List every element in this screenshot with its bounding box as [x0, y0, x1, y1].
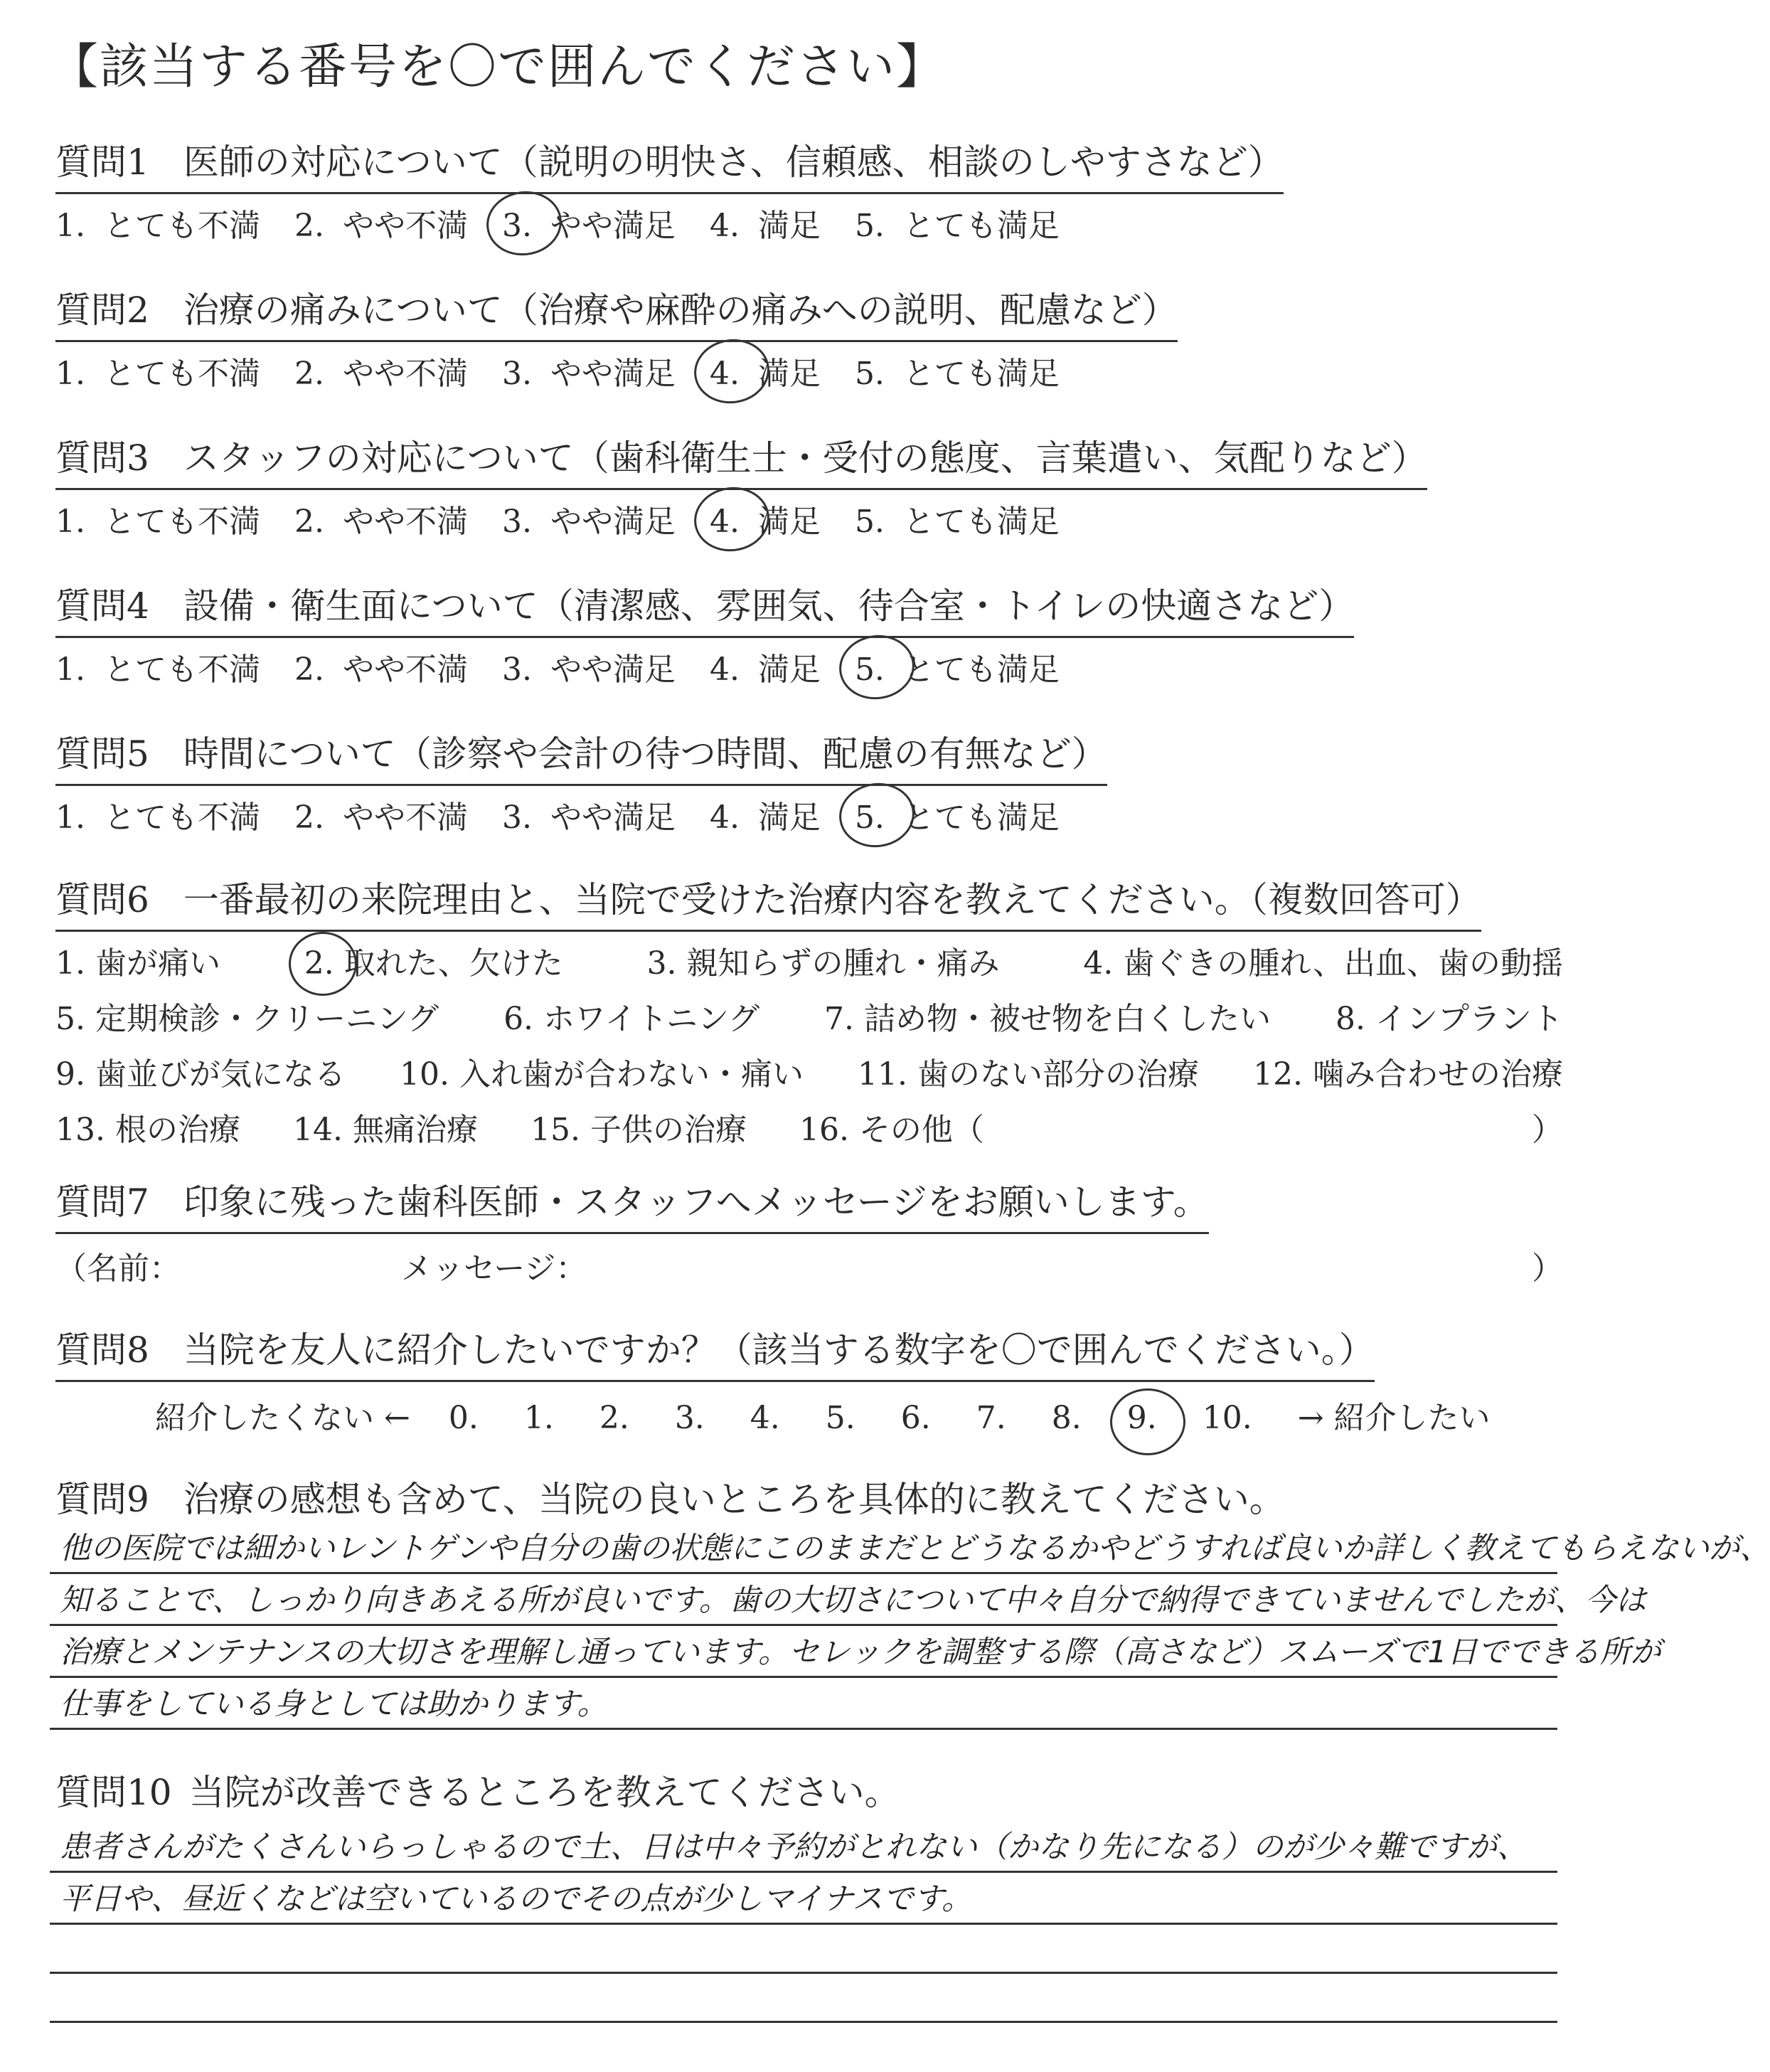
option-1[interactable]: 1. 歯が痛い: [55, 945, 220, 982]
message-label: メッセージ：: [401, 1250, 587, 1287]
page-title: 【該当する番号を〇で囲んでください】: [50, 39, 947, 95]
question-9: [55, 1471, 1549, 1529]
question-1: [55, 134, 1549, 245]
option-5[interactable]: 5. とても満足: [854, 504, 1060, 540]
question-text: 治療の感想も含めて、当院の良いところを具体的に教えてください。: [183, 1479, 1285, 1520]
close-paren: ）: [1532, 1250, 1563, 1287]
option-3[interactable]: 3. やや満足: [501, 652, 676, 688]
handwritten-answer-line[interactable]: 平日や、昼近くなどは空いているのでその点が少しマイナスです。: [50, 1873, 1557, 1925]
question-4: [55, 578, 1549, 689]
blank-answer-line[interactable]: [50, 1974, 1557, 2023]
options-row: [55, 992, 1563, 1047]
question-number: 質問7: [55, 1181, 149, 1223]
scale-9-selected[interactable]: 9.: [1126, 1400, 1157, 1436]
scale-5[interactable]: 5.: [825, 1400, 855, 1436]
question-2: [55, 282, 1549, 393]
option-4[interactable]: 4. 満足: [709, 799, 821, 836]
options-row: [55, 1047, 1563, 1103]
rating-options: [55, 792, 1549, 837]
question-text: 治療の痛みについて（治療や麻酔の痛みへの説明、配慮など）: [183, 289, 1178, 331]
question-text: 印象に残った歯科医師・スタッフへメッセージをお願いします。: [183, 1181, 1209, 1223]
option-10[interactable]: 10. 入れ歯が合わない・痛い: [400, 1056, 804, 1093]
question-5: [55, 726, 1549, 837]
option-15[interactable]: 15. 子供の治療: [530, 1112, 747, 1148]
option-1[interactable]: 1. とても不満: [55, 356, 260, 392]
scale-2[interactable]: 2.: [599, 1400, 629, 1436]
question-number: 質問10: [55, 1772, 172, 1813]
option-8[interactable]: 8. インプラント: [1335, 1001, 1563, 1037]
option-5-selected[interactable]: 5. とても満足: [854, 799, 1060, 836]
option-7[interactable]: 7. 詰め物・被せ物を白くしたい: [824, 1001, 1271, 1037]
scale-7[interactable]: 7.: [976, 1400, 1006, 1436]
option-9[interactable]: 9. 歯並びが気になる: [55, 1056, 346, 1093]
option-13[interactable]: 13. 根の治療: [55, 1112, 240, 1148]
option-5-selected[interactable]: 5. とても満足: [854, 652, 1060, 688]
option-12[interactable]: 12. 噛み合わせの治療: [1253, 1056, 1563, 1093]
rating-options: [55, 644, 1549, 689]
rating-options: [55, 496, 1549, 541]
option-4[interactable]: 4. 歯ぐきの腫れ、出血、歯の動揺: [1083, 945, 1563, 982]
scale-10[interactable]: 10.: [1202, 1400, 1252, 1436]
option-16-other[interactable]: 16. その他（: [799, 1112, 984, 1148]
question-number: 質問2: [55, 289, 149, 331]
rating-options: [55, 200, 1549, 245]
answer-9-lines: [50, 1522, 1770, 1730]
question-7: [55, 1174, 1563, 1288]
scale-4[interactable]: 4.: [750, 1400, 780, 1436]
rating-options: [55, 348, 1549, 393]
options-row: [55, 936, 1563, 992]
recommend-scale: [155, 1392, 1549, 1438]
option-1[interactable]: 1. とても不満: [55, 799, 260, 836]
question-text: 時間について（診察や会計の待つ時間、配慮の有無など）: [183, 733, 1107, 775]
option-5[interactable]: 5. 定期検診・クリーニング: [55, 1001, 439, 1037]
scale-1[interactable]: 1.: [523, 1400, 554, 1436]
options-row: [55, 1103, 1563, 1158]
option-1[interactable]: 1. とても不満: [55, 652, 260, 688]
question-text: 設備・衛生面について（清潔感、雰囲気、待合室・トイレの快適さなど）: [183, 585, 1355, 627]
name-label: （名前：: [55, 1250, 181, 1287]
scale-8[interactable]: 8.: [1051, 1400, 1082, 1436]
scale-0[interactable]: 0.: [448, 1400, 479, 1436]
question-number: 質問6: [55, 879, 149, 920]
option-2[interactable]: 2. やや不満: [294, 652, 468, 688]
option-4[interactable]: 4. 満足: [709, 652, 821, 688]
question-text: スタッフの対応について（歯科衛生士・受付の態度、言葉遣い、気配りなど）: [183, 437, 1427, 479]
question-8: [55, 1322, 1549, 1438]
option-6[interactable]: 6. ホワイトニング: [503, 1001, 760, 1037]
handwritten-answer-line[interactable]: 治療とメンテナンスの大切さを理解し通っています。セレックを調整する際（高さなど）スムーズで1日でできる所が: [50, 1626, 1557, 1678]
close-paren: ）: [1532, 1112, 1563, 1148]
multi-choice-options: [55, 936, 1563, 1158]
question-text: 医師の対応について（説明の明快さ、信頼感、相談のしやすさなど）: [183, 142, 1284, 183]
question-text: 当院を友人に紹介したいですか？（該当する数字を〇で囲んでください。）: [183, 1329, 1375, 1371]
question-number: 質問4: [55, 585, 149, 627]
answer-10-lines: [50, 1821, 1557, 2023]
question-number: 質問1: [55, 142, 149, 183]
handwritten-answer-line[interactable]: 知ることで、しっかり向きあえる所が良いです。歯の大切さについて中々自分で納得できていませんでしたが、今は: [50, 1574, 1557, 1626]
question-text: 一番最初の来院理由と、当院で受けた治療内容を教えてください。（複数回答可）: [183, 879, 1481, 920]
question-10: [55, 1764, 1549, 1822]
blank-answer-line[interactable]: [50, 1925, 1557, 1974]
question-number: 質問5: [55, 733, 149, 775]
handwritten-answer-line[interactable]: 他の医院では細かいレントゲンや自分の歯の状態にこのままだとどうなるかやどうすれば良いか詳しく教えてもらえないが、: [50, 1522, 1557, 1574]
question-text: 当院が改善できるところを教えてください。: [188, 1772, 900, 1813]
option-3[interactable]: 3. やや満足: [501, 356, 676, 392]
option-11[interactable]: 11. 歯のない部分の治療: [858, 1056, 1199, 1093]
option-2[interactable]: 2. やや不満: [294, 208, 468, 244]
option-3-selected[interactable]: 3. やや満足: [501, 208, 676, 244]
option-4-selected[interactable]: 4. 満足: [709, 504, 821, 540]
option-3[interactable]: 3. 親知らずの腫れ・痛み: [646, 945, 1000, 982]
option-5[interactable]: 5. とても満足: [854, 208, 1060, 244]
option-14[interactable]: 14. 無痛治療: [292, 1112, 478, 1148]
option-3[interactable]: 3. やや満足: [501, 799, 676, 836]
option-2[interactable]: 2. やや不満: [294, 356, 468, 392]
scale-3[interactable]: 3.: [674, 1400, 705, 1436]
question-number: 質問8: [55, 1329, 149, 1371]
option-2-selected[interactable]: 2. 取れた、欠けた: [304, 945, 563, 982]
scale-left-label: 紹介したくない ←: [155, 1400, 410, 1436]
option-4[interactable]: 4. 満足: [709, 208, 821, 244]
option-5[interactable]: 5. とても満足: [854, 356, 1060, 392]
option-3[interactable]: 3. やや満足: [501, 504, 676, 540]
handwritten-answer-line[interactable]: 患者さんがたくさんいらっしゃるので土、日は中々予約がとれない（かなり先になる）のが少々難ですが、: [50, 1821, 1557, 1873]
handwritten-answer-line[interactable]: 仕事をしている身としては助かります。: [50, 1678, 1557, 1730]
question-3: [55, 430, 1549, 541]
option-4-selected[interactable]: 4. 満足: [709, 356, 821, 392]
option-2[interactable]: 2. やや不満: [294, 504, 468, 540]
question-number: 質問9: [55, 1479, 149, 1520]
question-6: [55, 871, 1563, 1158]
question-number: 質問3: [55, 437, 149, 479]
message-row: [55, 1243, 1563, 1288]
option-1[interactable]: 1. とても不満: [55, 208, 260, 244]
scale-right-label: → 紹介したい: [1297, 1400, 1491, 1436]
option-1[interactable]: 1. とても不満: [55, 504, 260, 540]
scale-6[interactable]: 6.: [900, 1400, 931, 1436]
option-2[interactable]: 2. やや不満: [294, 799, 468, 836]
